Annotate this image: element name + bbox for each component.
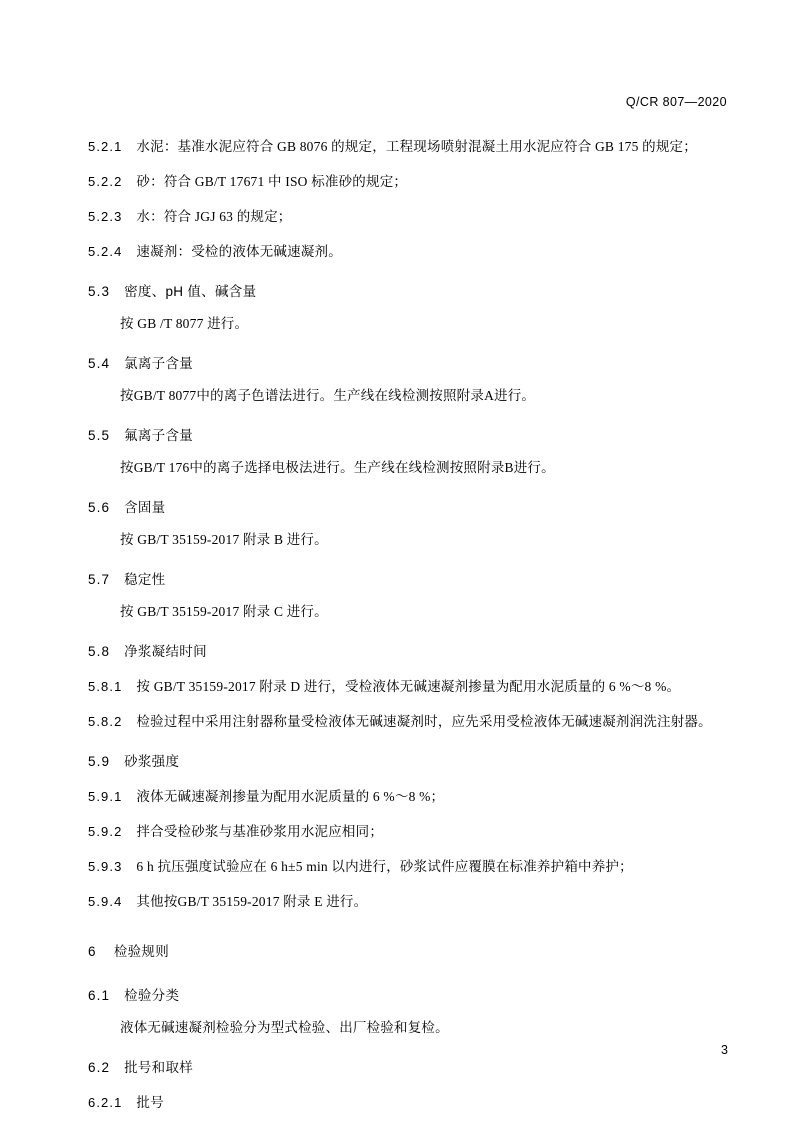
clause-text: 速凝剂：受检的液体无碱速凝剂。 [136, 244, 342, 259]
clause-number: 5.9 [88, 754, 111, 769]
clause-5-7-text: 按 GB/T 35159-2017 附录 C 进行。 [120, 604, 328, 619]
clause-5-9-2 [88, 820, 730, 840]
clause-title: 净浆凝结时间 [124, 644, 207, 659]
clause-number: 5.7 [88, 572, 111, 587]
clause-number: 5.9.3 [88, 859, 123, 874]
page-header-standard-code: Q/CR 807—2020 [625, 95, 727, 109]
clause-number: 5.8.2 [88, 714, 123, 729]
clause-5-2-2 [88, 170, 730, 190]
clause-5-8-heading [88, 640, 730, 660]
clause-5-2-1 [88, 135, 730, 155]
page-number: 3 [721, 1043, 728, 1057]
clause-number: 5.8 [88, 644, 111, 659]
clause-text: 液体无碱速凝剂掺量为配用水泥质量的 6 %～8 %； [136, 789, 445, 804]
clause-5-8-2 [88, 710, 730, 730]
clause-5-8-1 [88, 675, 730, 695]
clause-5-6-heading [88, 496, 730, 516]
clause-number: 5.2.4 [88, 244, 123, 259]
clause-title: 砂浆强度 [124, 754, 180, 769]
clause-number: 5.2.1 [88, 139, 123, 154]
clause-number: 5.8.1 [88, 679, 123, 694]
clause-text: 其他按GB/T 35159-2017 附录 E 进行。 [136, 894, 368, 909]
clause-text: 砂：符合 GB/T 17671 中 ISO 标准砂的规定； [136, 174, 408, 189]
clause-number: 5.2.2 [88, 174, 123, 189]
clause-5-7-heading [88, 568, 730, 588]
clause-text: 批号 [136, 1095, 164, 1110]
clause-5-4-heading [88, 352, 730, 372]
clause-5-2-4 [88, 240, 730, 260]
section-6-heading [88, 940, 730, 960]
clause-number: 5.9.1 [88, 789, 123, 804]
clause-5-6-text: 按 GB/T 35159-2017 附录 B 进行。 [120, 532, 328, 547]
clause-number: 6.1 [88, 988, 111, 1003]
clause-5-9-3 [88, 855, 730, 875]
clause-5-9-4 [88, 890, 730, 910]
clause-number: 5.6 [88, 500, 111, 515]
clause-title: 氯离子含量 [124, 356, 194, 371]
clause-5-3-text: 按 GB /T 8077 进行。 [120, 316, 249, 331]
clause-5-5-heading [88, 424, 730, 444]
clause-text: 检验过程中采用注射器称量受检液体无碱速凝剂时，应先采用受检液体无碱速凝剂润洗注射器。 [136, 714, 712, 729]
clause-number: 6.2.1 [88, 1095, 123, 1110]
clause-number: 5.2.3 [88, 209, 123, 224]
clause-number: 5.9.4 [88, 894, 123, 909]
clause-text: 拌合受检砂浆与基准砂浆用水泥应相同； [136, 824, 384, 839]
clause-6-2-heading [88, 1056, 730, 1076]
clause-6-2-1 [88, 1091, 730, 1111]
clause-5-9-1 [88, 785, 730, 805]
clause-number: 5.4 [88, 356, 111, 371]
clause-6-1-text: 液体无碱速凝剂检验分为型式检验、出厂检验和复检。 [120, 1020, 449, 1035]
clause-title: 密度、pH 值、碱含量 [124, 284, 257, 299]
clause-5-3-heading [88, 280, 730, 300]
clause-title: 检验分类 [124, 988, 180, 1003]
clause-text: 水：符合 JGJ 63 的规定； [136, 209, 292, 224]
clause-5-2-3 [88, 205, 730, 225]
section-number: 6 [88, 944, 96, 959]
clause-5-9-heading [88, 750, 730, 770]
clause-6-1-heading [88, 984, 730, 1004]
clause-text: 水泥：基准水泥应符合 GB 8076 的规定，工程现场喷射混凝土用水泥应符合 GB 175 的规定； [136, 139, 697, 154]
document-body [88, 120, 730, 1111]
clause-number: 5.3 [88, 284, 111, 299]
clause-number: 5.9.2 [88, 824, 123, 839]
clause-5-5-text: 按GB/T 176中的离子选择电极法进行。生产线在线检测按照附录B进行。 [120, 460, 555, 475]
clause-title: 稳定性 [124, 572, 166, 587]
clause-title: 批号和取样 [124, 1060, 194, 1075]
clause-number: 6.2 [88, 1060, 111, 1075]
clause-text: 按 GB/T 35159-2017 附录 D 进行，受检液体无碱速凝剂掺量为配用水泥质量的 6 %～8 %。 [136, 679, 681, 694]
section-title: 检验规则 [113, 944, 170, 959]
clause-number: 5.5 [88, 428, 111, 443]
clause-title: 氟离子含量 [124, 428, 194, 443]
clause-title: 含固量 [124, 500, 166, 515]
clause-text: 6 h 抗压强度试验应在 6 h±5 min 以内进行，砂浆试件应覆膜在标准养护箱中养护； [136, 859, 633, 874]
clause-5-4-text: 按GB/T 8077中的离子色谱法进行。生产线在线检测按照附录A进行。 [120, 388, 536, 403]
